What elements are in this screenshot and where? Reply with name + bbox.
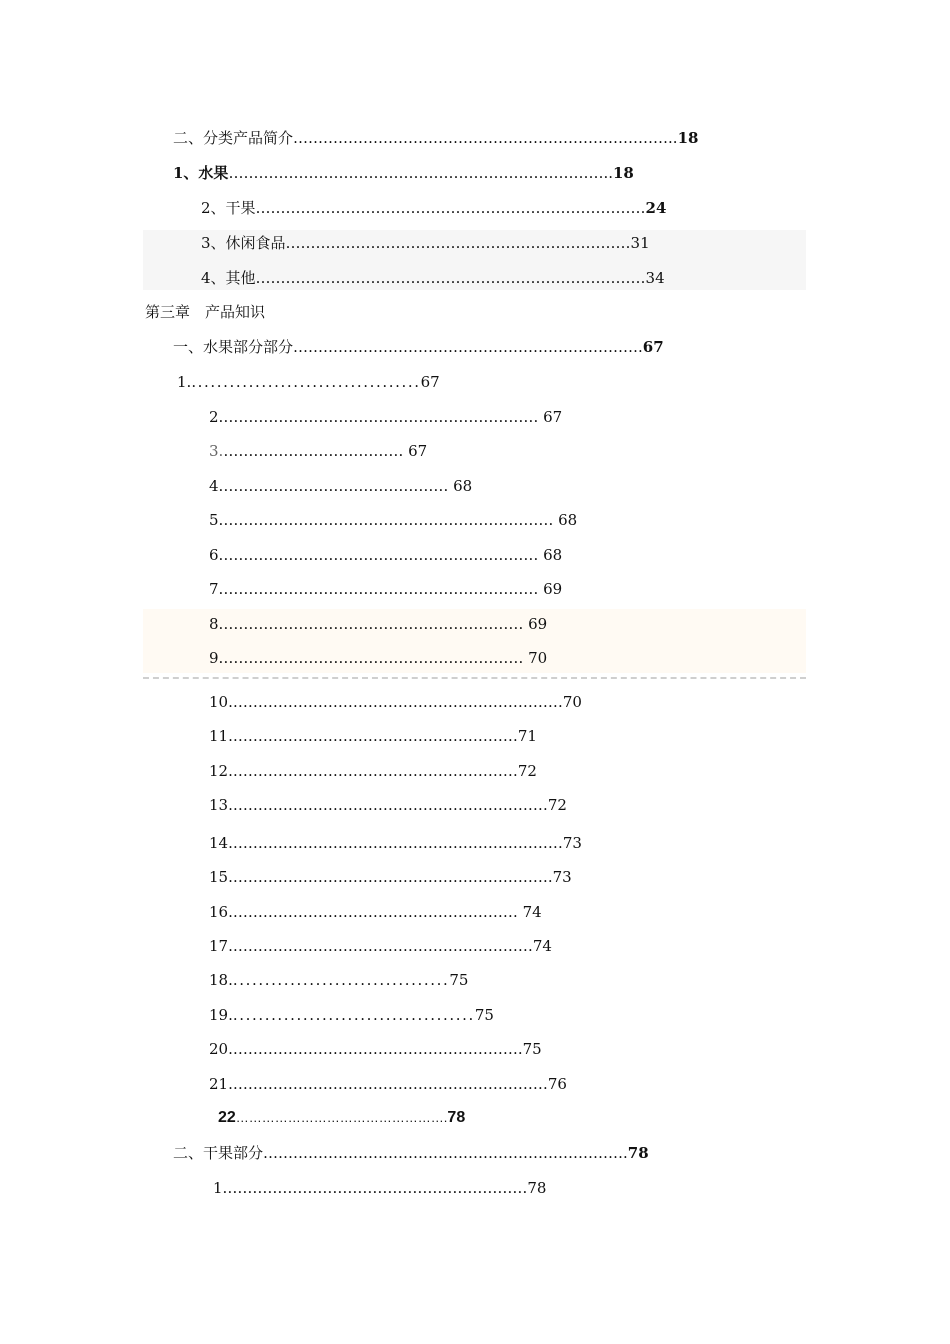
- toc-entry[interactable]: [209, 441, 427, 461]
- toc-page-number: 71: [517, 727, 537, 745]
- toc-entry-label: 二、分类产品简介: [173, 129, 294, 147]
- toc-entry[interactable]: [209, 902, 542, 922]
- toc-leader-dots: …………………………………………………: [232, 903, 523, 921]
- toc-page-number: 73: [552, 868, 572, 886]
- toc-entry-label: 17.: [209, 937, 233, 955]
- toc-page-number: 70: [562, 693, 582, 711]
- toc-leader-dots: ……………………………………………………….: [232, 868, 553, 886]
- toc-leader-dots: ………………………………………………………: [223, 580, 544, 598]
- toc-leader-dots: ………………………………: [223, 442, 409, 460]
- toc-page-number: 67: [420, 373, 440, 391]
- toc-leader-dots: …………………………………………………………: [232, 693, 563, 711]
- toc-entry[interactable]: [209, 833, 582, 853]
- toc-entry-label: 第三章 产品知识: [145, 303, 266, 321]
- toc-page-number: 72: [547, 796, 567, 814]
- toc-entry-label: 22: [218, 1109, 236, 1126]
- toc-leader-dots: ………………………………………………………: [232, 1075, 548, 1093]
- toc-page-number: 69: [528, 615, 548, 633]
- toc-leader-dots: ……………………………………………………: [223, 649, 529, 667]
- toc-page-number: 24: [645, 199, 667, 217]
- toc-page-number: 73: [562, 834, 582, 852]
- toc-entry-label: 1.: [213, 1179, 228, 1197]
- toc-entry[interactable]: [209, 476, 472, 496]
- toc-entry[interactable]: [209, 795, 567, 815]
- toc-entry[interactable]: [173, 163, 634, 183]
- toc-leader-dots: ………………………………………….: [235, 1110, 448, 1125]
- toc-leader-dots: ………………………………………………….: [232, 1040, 523, 1058]
- toc-leader-dots: ……………………………………………………: [223, 615, 529, 633]
- toc-page-number: 72: [517, 762, 537, 780]
- toc-page-number: 78: [627, 1144, 649, 1162]
- toc-leader-dots: ………………………………………: [223, 477, 454, 495]
- toc-entry-label: 一、水果部分部分: [173, 338, 294, 356]
- toc-leader-dots: ……………………………………………………………: [285, 234, 631, 252]
- toc-page-number: 74: [522, 903, 542, 921]
- toc-entry[interactable]: [209, 936, 552, 956]
- toc-entry-label: 3.: [209, 442, 224, 460]
- toc-leader-dots: ......................................: [232, 1006, 475, 1024]
- toc-leader-dots: ……………………………………………………: [227, 1179, 528, 1197]
- toc-page-number: 78: [527, 1179, 547, 1197]
- toc-entry[interactable]: [209, 1039, 542, 1059]
- toc-entry[interactable]: [209, 1074, 567, 1094]
- toc-leader-dots: ………………………………………………………: [223, 546, 544, 564]
- page-break-separator: [143, 677, 806, 679]
- toc-entry-label: 21.: [209, 1075, 233, 1093]
- toc-leader-dots: ……………………………………………………: [232, 937, 533, 955]
- toc-entry-label: 13.: [209, 796, 233, 814]
- toc-entry[interactable]: [209, 648, 547, 668]
- toc-entry-label: 8.: [209, 615, 224, 633]
- toc-leader-dots: ……………………………………………………………………: [255, 269, 646, 287]
- toc-page-number: 69: [543, 580, 563, 598]
- toc-entry[interactable]: [173, 128, 698, 148]
- toc-entry-label: 14.: [209, 834, 233, 852]
- toc-entry-label: 10.: [209, 693, 233, 711]
- toc-leader-dots: ..................................: [232, 971, 450, 989]
- toc-page-number: 76: [547, 1075, 567, 1093]
- toc-entry-label: 1、水果: [173, 164, 229, 182]
- toc-page-number: 75: [522, 1040, 542, 1058]
- toc-entry-label: 6.: [209, 546, 224, 564]
- toc-leader-dots: ……………………………………………………………………: [255, 199, 646, 217]
- toc-entry-label: 3、休闲食品: [201, 234, 286, 252]
- toc-leader-dots: …………………………………………………………………..: [228, 164, 613, 182]
- toc-entry[interactable]: [209, 579, 562, 599]
- chapter-heading[interactable]: [145, 302, 265, 322]
- toc-entry[interactable]: [173, 1143, 649, 1163]
- toc-page-number: 18: [677, 129, 699, 147]
- toc-entry[interactable]: [218, 1108, 465, 1128]
- toc-page-number: 67: [543, 408, 563, 426]
- toc-entry-label: 12.: [209, 762, 233, 780]
- toc-page-number: 34: [645, 269, 665, 287]
- toc-entry-label: 5.: [209, 511, 224, 529]
- toc-page-number: 18: [612, 164, 634, 182]
- toc-leader-dots: …………………………………………………: [232, 727, 518, 745]
- toc-leader-dots: …………………………………………………………: [232, 834, 563, 852]
- toc-entry-label: 1.: [177, 373, 192, 391]
- toc-entry[interactable]: [213, 1178, 546, 1198]
- toc-entry[interactable]: [201, 268, 665, 288]
- toc-entry[interactable]: [209, 545, 562, 565]
- toc-entry[interactable]: [173, 337, 664, 357]
- toc-page-number: 67: [642, 338, 664, 356]
- toc-page-number: 78: [447, 1109, 466, 1126]
- toc-leader-dots: …………………………………………………………………..: [293, 129, 678, 147]
- toc-entry[interactable]: [209, 1005, 494, 1025]
- toc-entry-label: 15.: [209, 868, 233, 886]
- toc-entry[interactable]: [209, 692, 582, 712]
- toc-entry-label: 4.: [209, 477, 224, 495]
- toc-entry-label: 2、干果: [201, 199, 256, 217]
- toc-entry-label: 二、干果部分: [173, 1144, 264, 1162]
- toc-entry-label: 20.: [209, 1040, 233, 1058]
- toc-page-number: 74: [532, 937, 552, 955]
- toc-entry-label: 4、其他: [201, 269, 256, 287]
- toc-page-number: 68: [453, 477, 473, 495]
- toc-entry-label: 11.: [209, 727, 233, 745]
- toc-entry-label: 9.: [209, 649, 224, 667]
- toc-entry-label: 2.: [209, 408, 224, 426]
- toc-entry[interactable]: [209, 407, 562, 427]
- toc-entry[interactable]: [209, 614, 547, 634]
- toc-page-number: 75: [474, 1006, 494, 1024]
- toc-page-number: 70: [528, 649, 548, 667]
- toc-page-number: 75: [449, 971, 469, 989]
- toc-leader-dots: ………………………………………………………: [232, 796, 548, 814]
- toc-entry[interactable]: [209, 867, 572, 887]
- toc-entry[interactable]: [209, 970, 468, 990]
- toc-leader-dots: ....................................: [191, 373, 421, 391]
- toc-entry[interactable]: [201, 233, 650, 253]
- toc-page-number: 68: [558, 511, 578, 529]
- toc-leader-dots: …………………………………………………………….: [293, 338, 643, 356]
- toc-entry-label: 18.: [209, 971, 233, 989]
- toc-entry-label: 7.: [209, 580, 224, 598]
- toc-page-number: 68: [543, 546, 563, 564]
- toc-leader-dots: ………………………………………………………: [223, 408, 544, 426]
- toc-entry[interactable]: [209, 510, 577, 530]
- toc-entry[interactable]: [201, 198, 666, 218]
- toc-entry[interactable]: [209, 761, 537, 781]
- toc-entry-label: 16.: [209, 903, 233, 921]
- toc-page-number: 31: [630, 234, 650, 252]
- toc-leader-dots: ……………………………………………………………….: [263, 1144, 628, 1162]
- toc-page-number: 67: [408, 442, 428, 460]
- toc-entry[interactable]: [209, 726, 537, 746]
- toc-leader-dots: …………………………………………………………: [223, 511, 559, 529]
- toc-entry[interactable]: [177, 372, 440, 392]
- toc-entry-label: 19.: [209, 1006, 233, 1024]
- toc-leader-dots: …………………………………………………: [232, 762, 518, 780]
